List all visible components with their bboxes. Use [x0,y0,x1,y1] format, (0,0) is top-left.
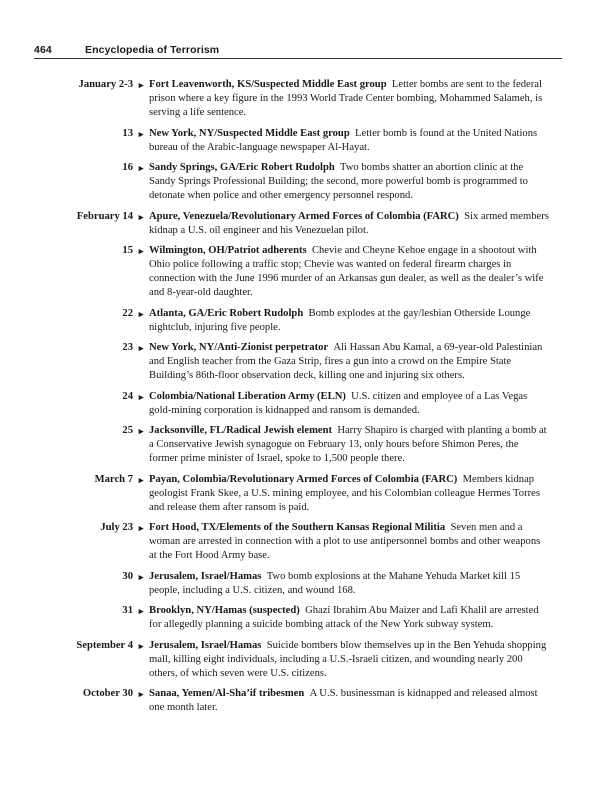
chronology-entry [0,341,614,383]
entry-description: Seven men and a woman are arrested in connection with a plot to use antipersonnel bombs and other weapons at the Fort Hood Army base. [149,522,541,561]
entry-location: Fort Hood, TX/Elements of the Southern Kansas Regional Militia [149,522,446,533]
arrow-icon: ► [137,308,146,319]
entry-date: March 7 [94,473,133,485]
entry-description: Bomb explodes at the gay/lesbian Otherside Lounge nightclub, injuring five people. [149,307,531,333]
entry-date: October 30 [82,688,133,699]
arrow-icon: ► [137,426,146,436]
entry-location: Sandy Springs, GA/Eric Robert Rudolph [149,162,335,173]
page-number: 464 [34,44,52,56]
arrow-icon: ► [137,523,146,533]
arrow-icon: ► [137,163,146,173]
entry-date: September 4 [76,639,133,651]
entry-description: Six armed members kidnap a U.S. oil engineer and his Venezuelan pilot. [149,210,549,236]
entry-date: 24 [122,390,133,402]
entry-description: Chevie and Cheyne Kehoe engage in a shootout with Ohio police following a traffic stop; Chevie was wanted on federal firearm charges in connection with the June 1996 murder of an Arkansas gun dealer, as well as the dealer’s wife and 8-year-old daughter. [149,245,544,298]
entry-date: February 14 [76,210,133,222]
entry-location: Apure, Venezuela/Revolutionary Armed Forces of Colombia (FARC) [149,210,459,222]
entry-location: Wilmington, OH/Patriot adherents [149,245,307,256]
entry-location: Payan, Colombia/Revolutionary Armed Forces of Colombia (FARC) [149,473,458,485]
entry-location: Sanaa, Yemen/Al-Sha’if tribesmen [149,688,305,699]
entry-description: Members kidnap geologist Frank Skee, a U.S. mining employee, and his Colombian colleague Hermes Torres and release them after ransom is paid. [149,473,540,513]
entry-description: A U.S. businessman is kidnapped and released almost one month later. [149,688,538,713]
chronology-entry [0,307,614,335]
entry-location: New York, NY/Suspected Middle East group [149,127,350,139]
chronology-entry [0,424,614,466]
arrow-icon: ► [137,689,146,699]
chronology-entry [0,127,614,155]
chronology-list [0,78,614,722]
entry-description: U.S. citizen and employee of a Las Vegas gold-mining corporation is kidnapped and ransom is demanded. [149,390,528,416]
chronology-entry [0,521,614,563]
arrow-icon: ► [137,211,146,222]
entry-description: Harry Shapiro is charged with planting a bomb at a Conservative Jewish synagogue on February 13, only hours before Shimon Peres, the former prime minister of Israel, spoke to 1,500 people there. [149,425,547,464]
running-header [34,44,562,59]
entry-date: 31 [122,605,133,616]
entry-location: New York, NY/Anti-Zionist perpetrator [149,342,329,353]
entry-date: January 2-3 [78,79,133,90]
entry-date: July 23 [100,522,133,533]
entry-location: Fort Leavenworth, KS/Suspected Middle East group [149,79,387,90]
arrow-icon: ► [137,246,146,256]
arrow-icon: ► [137,128,146,139]
entry-location: Colombia/National Liberation Army (ELN) [149,390,346,402]
chronology-entry [0,210,614,238]
chronology-entry [0,390,614,418]
entry-description: Two bombs shatter an abortion clinic at the Sandy Springs Professional Building; the second, more powerful bomb is programmed to detonate when police and other emergency personnel respond. [149,162,528,201]
entry-date: 13 [122,127,133,139]
chronology-entry [0,604,614,632]
arrow-icon: ► [137,80,146,90]
entry-date: 23 [122,342,133,353]
chronology-entry [0,161,614,203]
entry-date: 25 [122,425,133,436]
book-title: Encyclopedia of Terrorism [85,44,220,56]
arrow-icon: ► [137,606,146,616]
entry-location: Jacksonville, FL/Radical Jewish element [149,425,333,436]
chronology-entry [0,244,614,300]
arrow-icon: ► [137,391,146,402]
entry-date: 30 [122,570,133,582]
entry-location: Atlanta, GA/Eric Robert Rudolph [149,307,304,319]
entry-date: 15 [122,245,133,256]
entry-description: Letter bombs are sent to the federal prison where a key figure in the 1993 World Trade Center bombing, Mohammed Salameh, is serving a life sentence. [149,79,543,118]
entry-description: Ali Hassan Abu Kamal, a 69-year-old Palestinian and English teacher from the Gaza Strip, fires a gun into a crowd on the Empire State Building’s 86th-floor observation deck, killing one and injuring six others. [149,342,543,381]
entry-description: Two bomb explosions at the Mahane Yehuda Market kill 15 people, including a U.S. citizen, and wound 168. [149,570,521,596]
entry-description: Letter bomb is found at the United Nations bureau of the Arabic-language newspaper Al-Hayat. [149,127,538,153]
chronology-entry [0,687,614,715]
arrow-icon: ► [137,343,146,353]
entry-location: Jerusalem, Israel/Hamas [149,570,262,582]
chronology-entry [0,570,614,598]
chronology-entry [0,639,614,681]
arrow-icon: ► [137,474,146,485]
chronology-entry [0,473,614,515]
chronology-entry [0,78,614,120]
entry-location: Jerusalem, Israel/Hamas [149,639,262,651]
entry-date: 16 [122,162,133,173]
entry-description: Ghazi Ibrahim Abu Maizer and Lafi Khalil are arrested for allegedly planning a suicide bombing attack of the New York subway system. [149,605,539,630]
arrow-icon: ► [137,571,146,582]
arrow-icon: ► [137,640,146,651]
entry-description: Suicide bombers blow themselves up in the Ben Yehuda shopping mall, killing eight individuals, including a U.S.-Israeli citizen, and wounding nearly 200 others, of which seven were U.S. citizens. [149,639,547,679]
entry-date: 22 [122,307,133,319]
entry-location: Brooklyn, NY/Hamas (suspected) [149,605,300,616]
